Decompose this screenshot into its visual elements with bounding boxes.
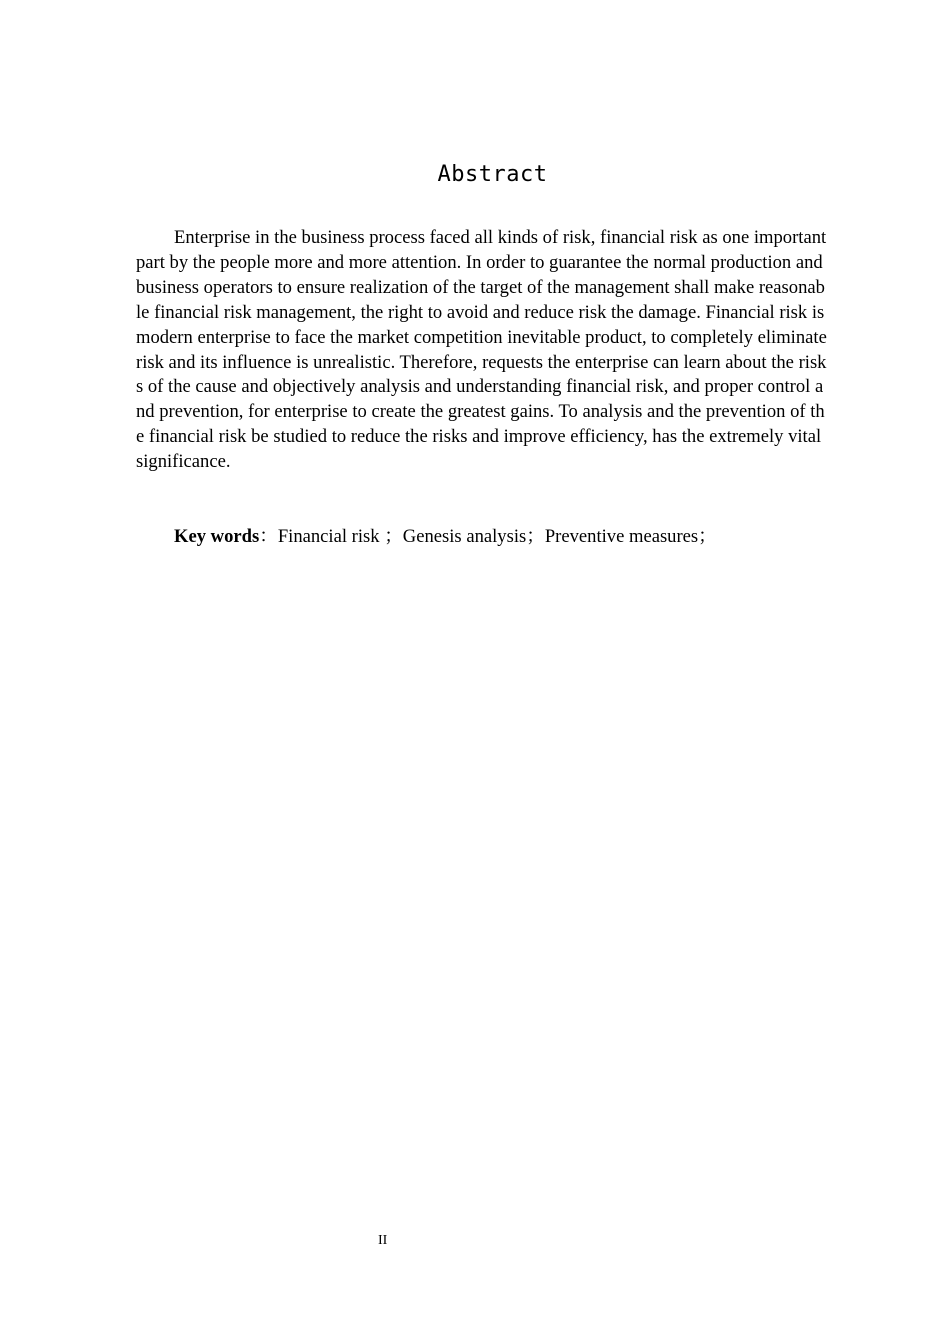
abstract-line: significance. bbox=[136, 451, 231, 473]
abstract-body bbox=[136, 226, 848, 475]
keywords-label: Key words bbox=[174, 526, 260, 547]
abstract-title: Abstract bbox=[437, 162, 548, 187]
keywords-line bbox=[174, 525, 717, 549]
abstract-line: Enterprise in the business process faced all kinds of risk, financial risk as one important bbox=[174, 227, 827, 248]
abstract-line: e financial risk be studied to reduce the risks and improve efficiency, has the extremely vital bbox=[136, 426, 822, 448]
keywords-separator: ： bbox=[259, 526, 278, 547]
abstract-line: risk and its influence is unrealistic. Therefore, requests the enterprise can learn about the risk bbox=[136, 351, 827, 373]
abstract-line: modern enterprise to face the market competition inevitable product, to completely eliminate bbox=[136, 326, 827, 348]
abstract-line: nd prevention, for enterprise to create the greatest gains. To analysis and the prevention of th bbox=[136, 401, 825, 423]
abstract-line: le financial risk management, the right to avoid and reduce risk the damage. Financial risk is bbox=[136, 301, 825, 323]
keywords-text: Financial risk ；Genesis analysis；Preventive measures； bbox=[277, 526, 717, 547]
page-number: II bbox=[378, 1233, 388, 1248]
abstract-line: part by the people more and more attention. In order to guarantee the normal production and bbox=[136, 251, 823, 273]
abstract-line: business operators to ensure realization of the target of the management shall make reasonab bbox=[136, 276, 825, 298]
abstract-line: s of the cause and objectively analysis and understanding financial risk, and proper control a bbox=[136, 376, 824, 398]
